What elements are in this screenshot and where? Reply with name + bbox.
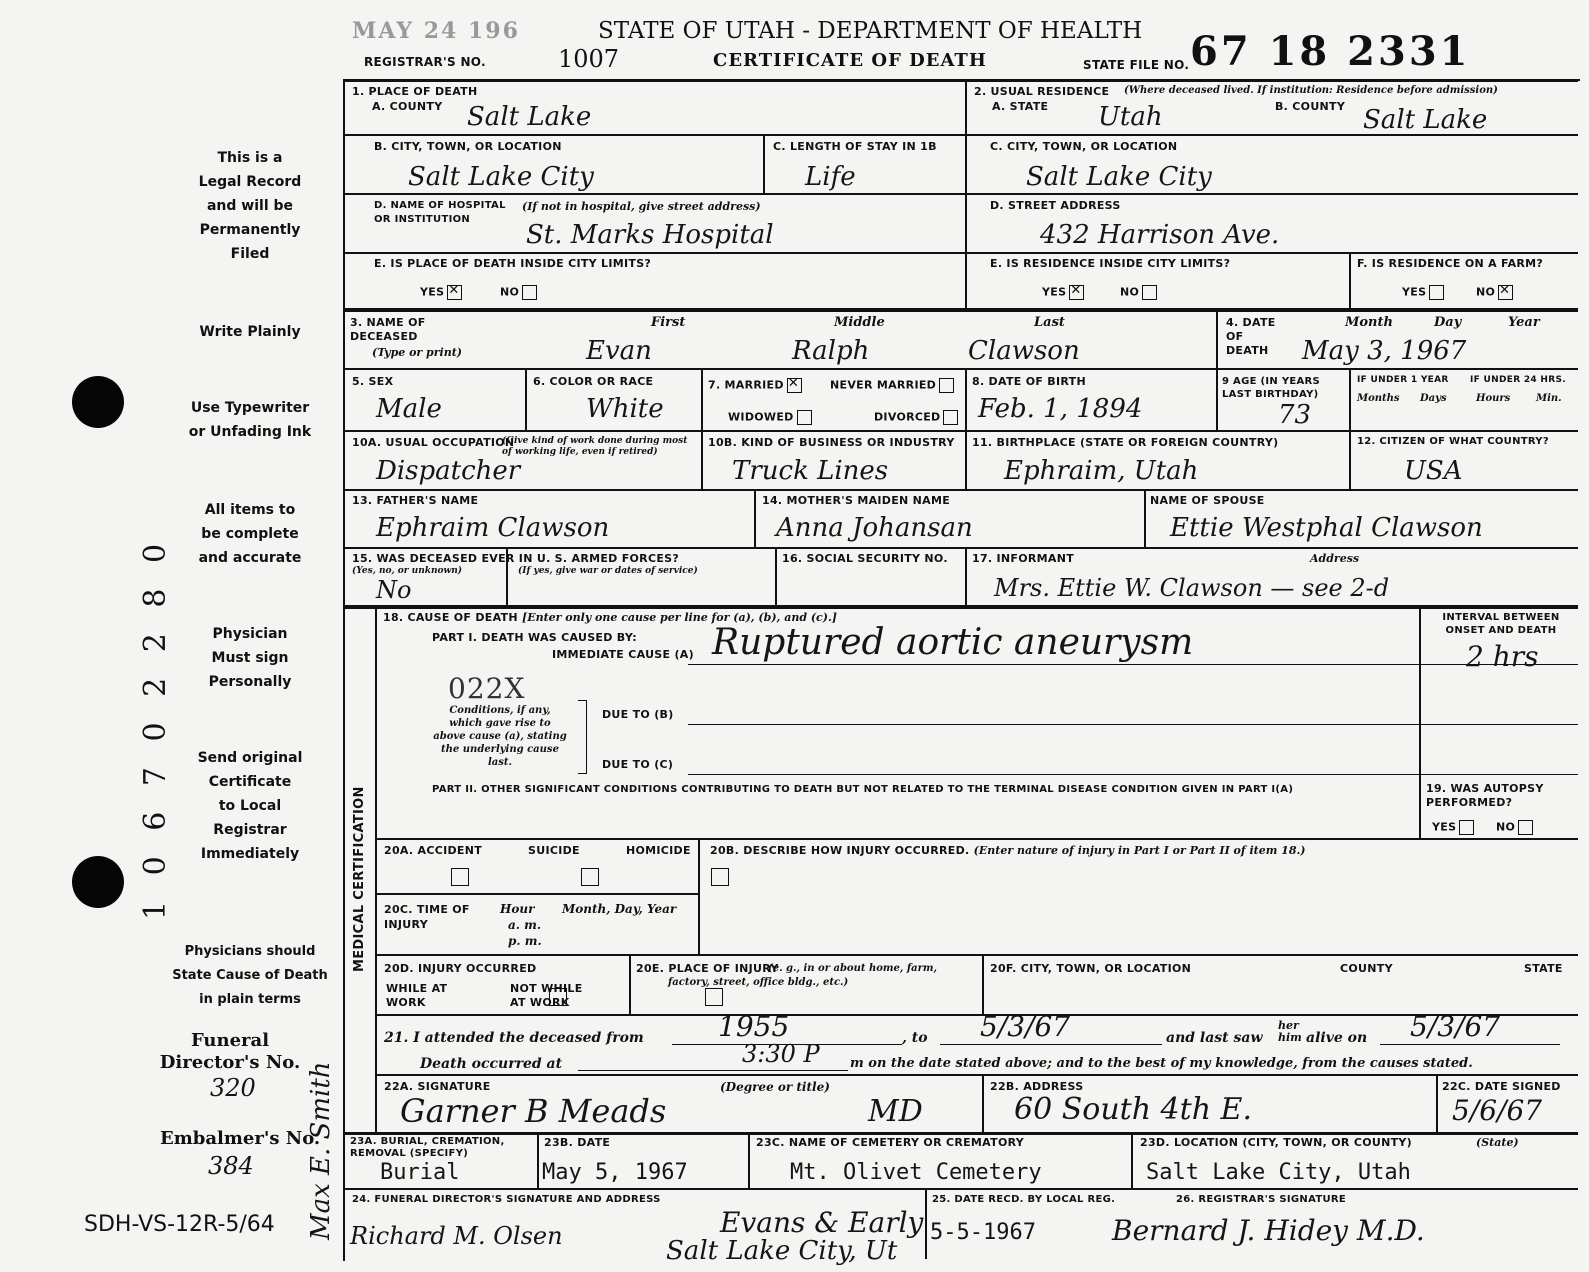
degree-label: (Degree or title) <box>720 1080 830 1094</box>
residence-inside-city-yes[interactable] <box>1042 285 1084 300</box>
date-of-death-label: 4. DATE OF DEATH <box>1226 316 1276 357</box>
birthplace-value: Ephraim, Utah <box>1004 456 1199 486</box>
part-1-label: PART I. DEATH WAS CAUSED BY: <box>432 631 637 644</box>
month-label: Month <box>1345 315 1393 330</box>
registrar-no-label: REGISTRAR'S NO. <box>364 55 486 69</box>
death-county-label: A. COUNTY <box>372 100 443 113</box>
death-county-value: Salt Lake <box>467 102 592 132</box>
burial-state-note: (State) <box>1476 1136 1519 1149</box>
dob-value: Feb. 1, 1894 <box>978 394 1143 424</box>
attended-to-value: 5/3/67 <box>980 1010 1071 1043</box>
age-label: 9 AGE (IN YEARS LAST BIRTHDAY) <box>1222 376 1321 400</box>
min-label: Min. <box>1536 393 1562 404</box>
widowed-label: WIDOWED <box>728 410 794 424</box>
injury-desc-label: 20B. DESCRIBE HOW INJURY OCCURRED. <box>710 844 970 857</box>
married-label: 7. MARRIED <box>708 378 784 392</box>
pm-label: p. m. <box>508 934 542 948</box>
disposition-label: 23A. BURIAL, CREMATION, REMOVAL (SPECIFY) <box>350 1136 505 1159</box>
certificate-title: CERTIFICATE OF DEATH <box>713 50 987 71</box>
homicide-checkbox[interactable] <box>711 868 729 886</box>
armed-forces-note: (Yes, no, or unknown) <box>352 566 463 576</box>
yes-checkbox[interactable] <box>447 285 462 300</box>
farm-no[interactable] <box>1476 285 1513 300</box>
occupation-note: (Give kind of work done during most of working life, even if retired) <box>502 436 688 457</box>
divorced-option[interactable] <box>874 410 958 425</box>
autopsy-no-checkbox[interactable] <box>1518 820 1533 835</box>
due-to-b-label: DUE TO (B) <box>602 708 674 721</box>
business-label: 10B. KIND OF BUSINESS OR INDUSTRY <box>708 436 955 449</box>
dob-label: 8. DATE OF BIRTH <box>972 375 1086 388</box>
first-name-value: Evan <box>586 336 652 366</box>
yes-label: YES <box>420 285 445 299</box>
months-label: Months <box>1357 393 1400 404</box>
citizen-value: USA <box>1404 456 1463 486</box>
autopsy-yes[interactable] <box>1432 820 1474 835</box>
due-to-c-label: DUE TO (C) <box>602 758 674 771</box>
birthplace-label: 11. BIRTHPLACE (STATE OR FOREIGN COUNTRY) <box>972 436 1279 449</box>
mother-label: 14. MOTHER'S MAIDEN NAME <box>762 494 951 507</box>
burial-location-value: Salt Lake City, Utah <box>1146 1160 1411 1185</box>
street-address-value: 432 Harrison Ave. <box>1040 220 1280 250</box>
write-plainly-note: Write Plainly <box>199 324 301 340</box>
length-of-stay-value: Life <box>805 162 856 192</box>
no-checkbox[interactable] <box>1142 285 1157 300</box>
serial-number-vertical: 1 0 6 7 0 2 2 8 0 <box>138 535 173 920</box>
cemetery-label: 23C. NAME OF CEMETERY OR CREMATORY <box>756 1136 1025 1149</box>
last-name-value: Clawson <box>968 336 1080 366</box>
never-married-label: NEVER MARRIED <box>830 378 937 392</box>
yes-label: YES <box>1432 820 1457 834</box>
injury-county-label: COUNTY <box>1340 962 1393 975</box>
embalmer-no: 384 <box>208 1152 254 1180</box>
divorced-checkbox[interactable] <box>943 410 958 425</box>
father-value: Ephraim Clawson <box>376 513 610 543</box>
death-occurred-rest: m on the date stated above; and to the best of my knowledge, from the causes stated. <box>850 1056 1473 1071</box>
farm-yes[interactable] <box>1402 285 1444 300</box>
middle-name-value: Ralph <box>792 336 870 366</box>
physician-address-value: 60 South 4th E. <box>1014 1092 1252 1127</box>
deceased-name-note: (Type or print) <box>372 346 463 359</box>
not-while-at-work-checkbox[interactable] <box>705 988 723 1006</box>
hospital-label: D. NAME OF HOSPITAL OR INSTITUTION <box>374 200 506 225</box>
widowed-checkbox[interactable] <box>797 410 812 425</box>
margin-signature: Max E. Smith <box>306 1061 336 1240</box>
injury-description-label <box>710 844 1306 857</box>
residence-state-value: Utah <box>1098 102 1163 132</box>
place-of-injury-note: (e. g., in or about home, farm, factory, street, office bldg., etc.) <box>668 963 937 988</box>
sex-label: 5. SEX <box>352 375 394 388</box>
while-at-work-label: WHILE AT WORK <box>386 982 448 1009</box>
occupation-label: 10A. USUAL OCCUPATION <box>352 436 515 449</box>
death-inside-city-yes[interactable] <box>420 285 462 300</box>
residence-inside-city-no[interactable] <box>1120 285 1157 300</box>
cemetery-value: Mt. Olivet Cemetery <box>790 1160 1042 1185</box>
date-signed-label: 22C. DATE SIGNED <box>1442 1080 1561 1093</box>
registrar-signature: Bernard J. Hidey M.D. <box>1112 1214 1425 1247</box>
death-occurred-label: Death occurred at <box>420 1056 563 1072</box>
registrar-signature-label: 26. REGISTRAR'S SIGNATURE <box>1176 1194 1346 1205</box>
form-title: STATE OF UTAH - DEPARTMENT OF HEALTH <box>598 18 1143 44</box>
injury-city-label: 20F. CITY, TOWN, OR LOCATION <box>990 962 1192 975</box>
never-married-option[interactable] <box>830 378 954 393</box>
no-label: NO <box>500 285 520 299</box>
complete-note: All items to be complete and accurate <box>198 502 302 566</box>
yes-label: YES <box>1042 285 1067 299</box>
date-received-value: 5-5-1967 <box>930 1220 1036 1245</box>
burial-date-label: 23B. DATE <box>544 1136 611 1149</box>
injury-state-label: STATE <box>1524 962 1563 975</box>
disposition-value: Burial <box>380 1160 460 1185</box>
mother-value: Anna Johansan <box>776 513 973 543</box>
armed-forces-note-2: (If yes, give war or dates of service) <box>518 566 698 576</box>
race-label: 6. COLOR OR RACE <box>533 375 654 388</box>
date-received-label: 25. DATE RECD. BY LOCAL REG. <box>932 1194 1116 1205</box>
cause-code: 022X <box>448 672 526 705</box>
race-value: White <box>586 394 664 424</box>
state-file-label: STATE FILE NO. <box>1083 58 1190 72</box>
alive-on-label: alive on <box>1306 1030 1368 1046</box>
embalmer-label: Embalmer's No. <box>160 1128 321 1149</box>
received-stamp: MAY 24 196 <box>352 18 520 44</box>
married-option[interactable] <box>708 378 802 393</box>
street-address-label: D. STREET ADDRESS <box>990 199 1121 212</box>
funeral-director-city: Salt Lake City, Ut <box>666 1236 898 1266</box>
last-saw-label: and last saw <box>1166 1030 1263 1046</box>
hospital-value: St. Marks Hospital <box>526 220 774 250</box>
attended-label: 21. I attended the deceased from <box>384 1030 644 1046</box>
cause-note: [Enter only one cause per line for (a), (b), and (c).] <box>522 611 837 624</box>
her-him-label: her him <box>1278 1019 1302 1044</box>
alive-on-value: 5/3/67 <box>1410 1010 1501 1043</box>
informant-address-label: Address <box>1310 552 1360 565</box>
punch-hole-bottom <box>72 856 124 908</box>
spouse-value: Ettie Westphal Clawson <box>1170 513 1483 543</box>
father-label: 13. FATHER'S NAME <box>352 494 479 507</box>
burial-date-value: May 5, 1967 <box>542 1160 688 1185</box>
armed-forces-label: 15. WAS DECEASED EVER IN U. S. ARMED FORCES? <box>352 552 680 565</box>
hospital-note: (If not in hospital, give street address) <box>522 200 761 213</box>
not-while-at-work-label: NOT WHILE AT WORK <box>510 982 583 1009</box>
no-checkbox[interactable] <box>522 285 537 300</box>
state-file-no: 67 18 2331 <box>1190 28 1471 75</box>
injury-occurred-label: 20D. INJURY OCCURRED <box>384 962 537 975</box>
sex-value: Male <box>376 394 442 424</box>
physician-signature-label: 22A. SIGNATURE <box>384 1080 491 1093</box>
injury-desc-note: (Enter nature of injury in Part I or Part II of item 18.) <box>973 844 1306 857</box>
widowed-option[interactable] <box>728 410 812 425</box>
death-city-label: B. CITY, TOWN, OR LOCATION <box>374 140 562 153</box>
attended-to-label: , to <box>902 1030 928 1046</box>
accident-label: 20A. ACCIDENT <box>384 844 483 857</box>
residence-city-value: Salt Lake City <box>1026 162 1212 192</box>
date-signed-value: 5/6/67 <box>1452 1094 1543 1127</box>
form-number: SDH-VS-12R-5/64 <box>84 1212 275 1237</box>
under-24-hrs-label: IF UNDER 24 HRS. <box>1470 375 1566 385</box>
send-original-note: Send original Certificate to Local Registrar Immediately <box>197 750 303 862</box>
conditions-note: Conditions, if any, which gave rise to above cause (a), stating the underlying cause last. <box>433 705 567 768</box>
under-1-year-label: IF UNDER 1 YEAR <box>1357 375 1449 385</box>
first-name-label: First <box>651 315 686 330</box>
physician-address-label: 22B. ADDRESS <box>990 1080 1084 1093</box>
yes-checkbox[interactable] <box>1069 285 1084 300</box>
residence-section: 2. USUAL RESIDENCE <box>974 85 1110 98</box>
deceased-name-label: 3. NAME OF DECEASED <box>350 316 426 343</box>
physician-note: Physician Must sign Personally <box>208 626 292 690</box>
year-label: Year <box>1508 315 1540 330</box>
no-checkbox[interactable] <box>1498 285 1513 300</box>
death-inside-city-label: E. IS PLACE OF DEATH INSIDE CITY LIMITS? <box>374 257 652 270</box>
death-occurred-time: 3:30 P <box>742 1040 820 1068</box>
no-label: NO <box>1120 285 1140 299</box>
business-value: Truck Lines <box>732 456 889 486</box>
hours-label: Hours <box>1476 393 1511 404</box>
funeral-director-signature: Richard M. Olsen <box>350 1222 563 1250</box>
citizen-label: 12. CITIZEN OF WHAT COUNTRY? <box>1357 436 1549 447</box>
place-of-injury-label: 20E. PLACE OF INJURY <box>636 962 779 975</box>
days-label: Days <box>1420 393 1447 404</box>
yes-checkbox[interactable] <box>1429 285 1444 300</box>
typewriter-note: Use Typewriter or Unfading Ink <box>188 400 312 440</box>
registrar-no: 1007 <box>558 45 620 73</box>
legal-record-note: This is a Legal Record and will be Permanently Filed <box>198 150 302 262</box>
armed-forces-value: No <box>376 576 412 604</box>
residence-county-label: B. COUNTY <box>1275 100 1346 113</box>
autopsy-no[interactable] <box>1496 820 1533 835</box>
autopsy-label: 19. WAS AUTOPSY PERFORMED? <box>1426 782 1544 809</box>
month-day-year-label: Month, Day, Year <box>562 902 677 916</box>
place-of-death-section: 1. PLACE OF DEATH <box>352 85 478 98</box>
time-of-injury-label: 20C. TIME OF INJURY <box>384 903 470 931</box>
interval-value: 2 hrs <box>1466 640 1539 673</box>
am-label: a. m. <box>508 918 542 932</box>
burial-location-label: 23D. LOCATION (CITY, TOWN, OR COUNTY) <box>1140 1136 1412 1149</box>
married-checkbox[interactable] <box>787 378 802 393</box>
homicide-label: HOMICIDE <box>626 844 691 857</box>
residence-inside-city-label: E. IS RESIDENCE INSIDE CITY LIMITS? <box>990 257 1231 270</box>
part-2-label: PART II. OTHER SIGNIFICANT CONDITIONS CONTRIBUTING TO DEATH BUT NOT RELATED TO THE TERMINAL DISEASE CONDITION GIVEN IN PART I(A) <box>432 784 1294 795</box>
funeral-director-signature-label: 24. FUNERAL DIRECTOR'S SIGNATURE AND ADDRESS <box>352 1194 661 1205</box>
physician-degree: MD <box>868 1094 923 1129</box>
divorced-label: DIVORCED <box>874 410 941 424</box>
death-inside-city-no[interactable] <box>500 285 537 300</box>
residence-county-value: Salt Lake <box>1363 105 1488 135</box>
residence-section-note: (Where deceased lived. If institution: Residence before admission) <box>1124 85 1498 96</box>
day-label: Day <box>1434 315 1462 330</box>
residence-state-label: A. STATE <box>992 100 1049 113</box>
hour-label: Hour <box>500 902 535 916</box>
informant-value: Mrs. Ettie W. Clawson — see 2-d <box>994 574 1390 602</box>
yes-label: YES <box>1402 285 1427 299</box>
residence-city-label: C. CITY, TOWN, OR LOCATION <box>990 140 1178 153</box>
length-of-stay-label: C. LENGTH OF STAY IN 1B <box>773 140 937 153</box>
accident-checkbox[interactable] <box>451 868 469 886</box>
farm-label: F. IS RESIDENCE ON A FARM? <box>1357 257 1544 270</box>
suicide-checkbox[interactable] <box>581 868 599 886</box>
immediate-cause-value: Ruptured aortic aneurysm <box>712 622 1194 663</box>
date-of-death-value: May 3, 1967 <box>1302 336 1467 366</box>
cause-label: 18. CAUSE OF DEATH <box>383 611 518 624</box>
never-married-checkbox[interactable] <box>939 378 954 393</box>
funeral-director-no: 320 <box>210 1074 256 1102</box>
attended-from-value: 1955 <box>718 1010 790 1043</box>
spouse-label: NAME OF SPOUSE <box>1150 494 1265 507</box>
interval-label: INTERVAL BETWEEN ONSET AND DEATH <box>1442 612 1560 636</box>
medical-certification-vertical: MEDICAL CERTIFICATION <box>352 786 367 972</box>
last-name-label: Last <box>1034 315 1065 330</box>
middle-name-label: Middle <box>834 315 885 330</box>
funeral-director-name: Evans & Early <box>720 1206 924 1239</box>
occupation-value: Dispatcher <box>376 456 521 486</box>
plain-terms-note: Physicians should State Cause of Death in plain terms <box>172 944 328 1007</box>
punch-hole-top <box>72 376 124 428</box>
suicide-label: SUICIDE <box>528 844 580 857</box>
informant-label: 17. INFORMANT <box>972 552 1075 565</box>
no-label: NO <box>1496 820 1516 834</box>
age-value: 73 <box>1278 400 1312 430</box>
funeral-director-label: Funeral Director's No. <box>159 1030 301 1073</box>
physician-signature: Garner B Meads <box>400 1092 667 1130</box>
no-label: NO <box>1476 285 1496 299</box>
autopsy-yes-checkbox[interactable] <box>1459 820 1474 835</box>
immediate-cause-label: IMMEDIATE CAUSE (A) <box>552 648 694 661</box>
death-city-value: Salt Lake City <box>408 162 594 192</box>
ssn-label: 16. SOCIAL SECURITY NO. <box>782 552 948 565</box>
